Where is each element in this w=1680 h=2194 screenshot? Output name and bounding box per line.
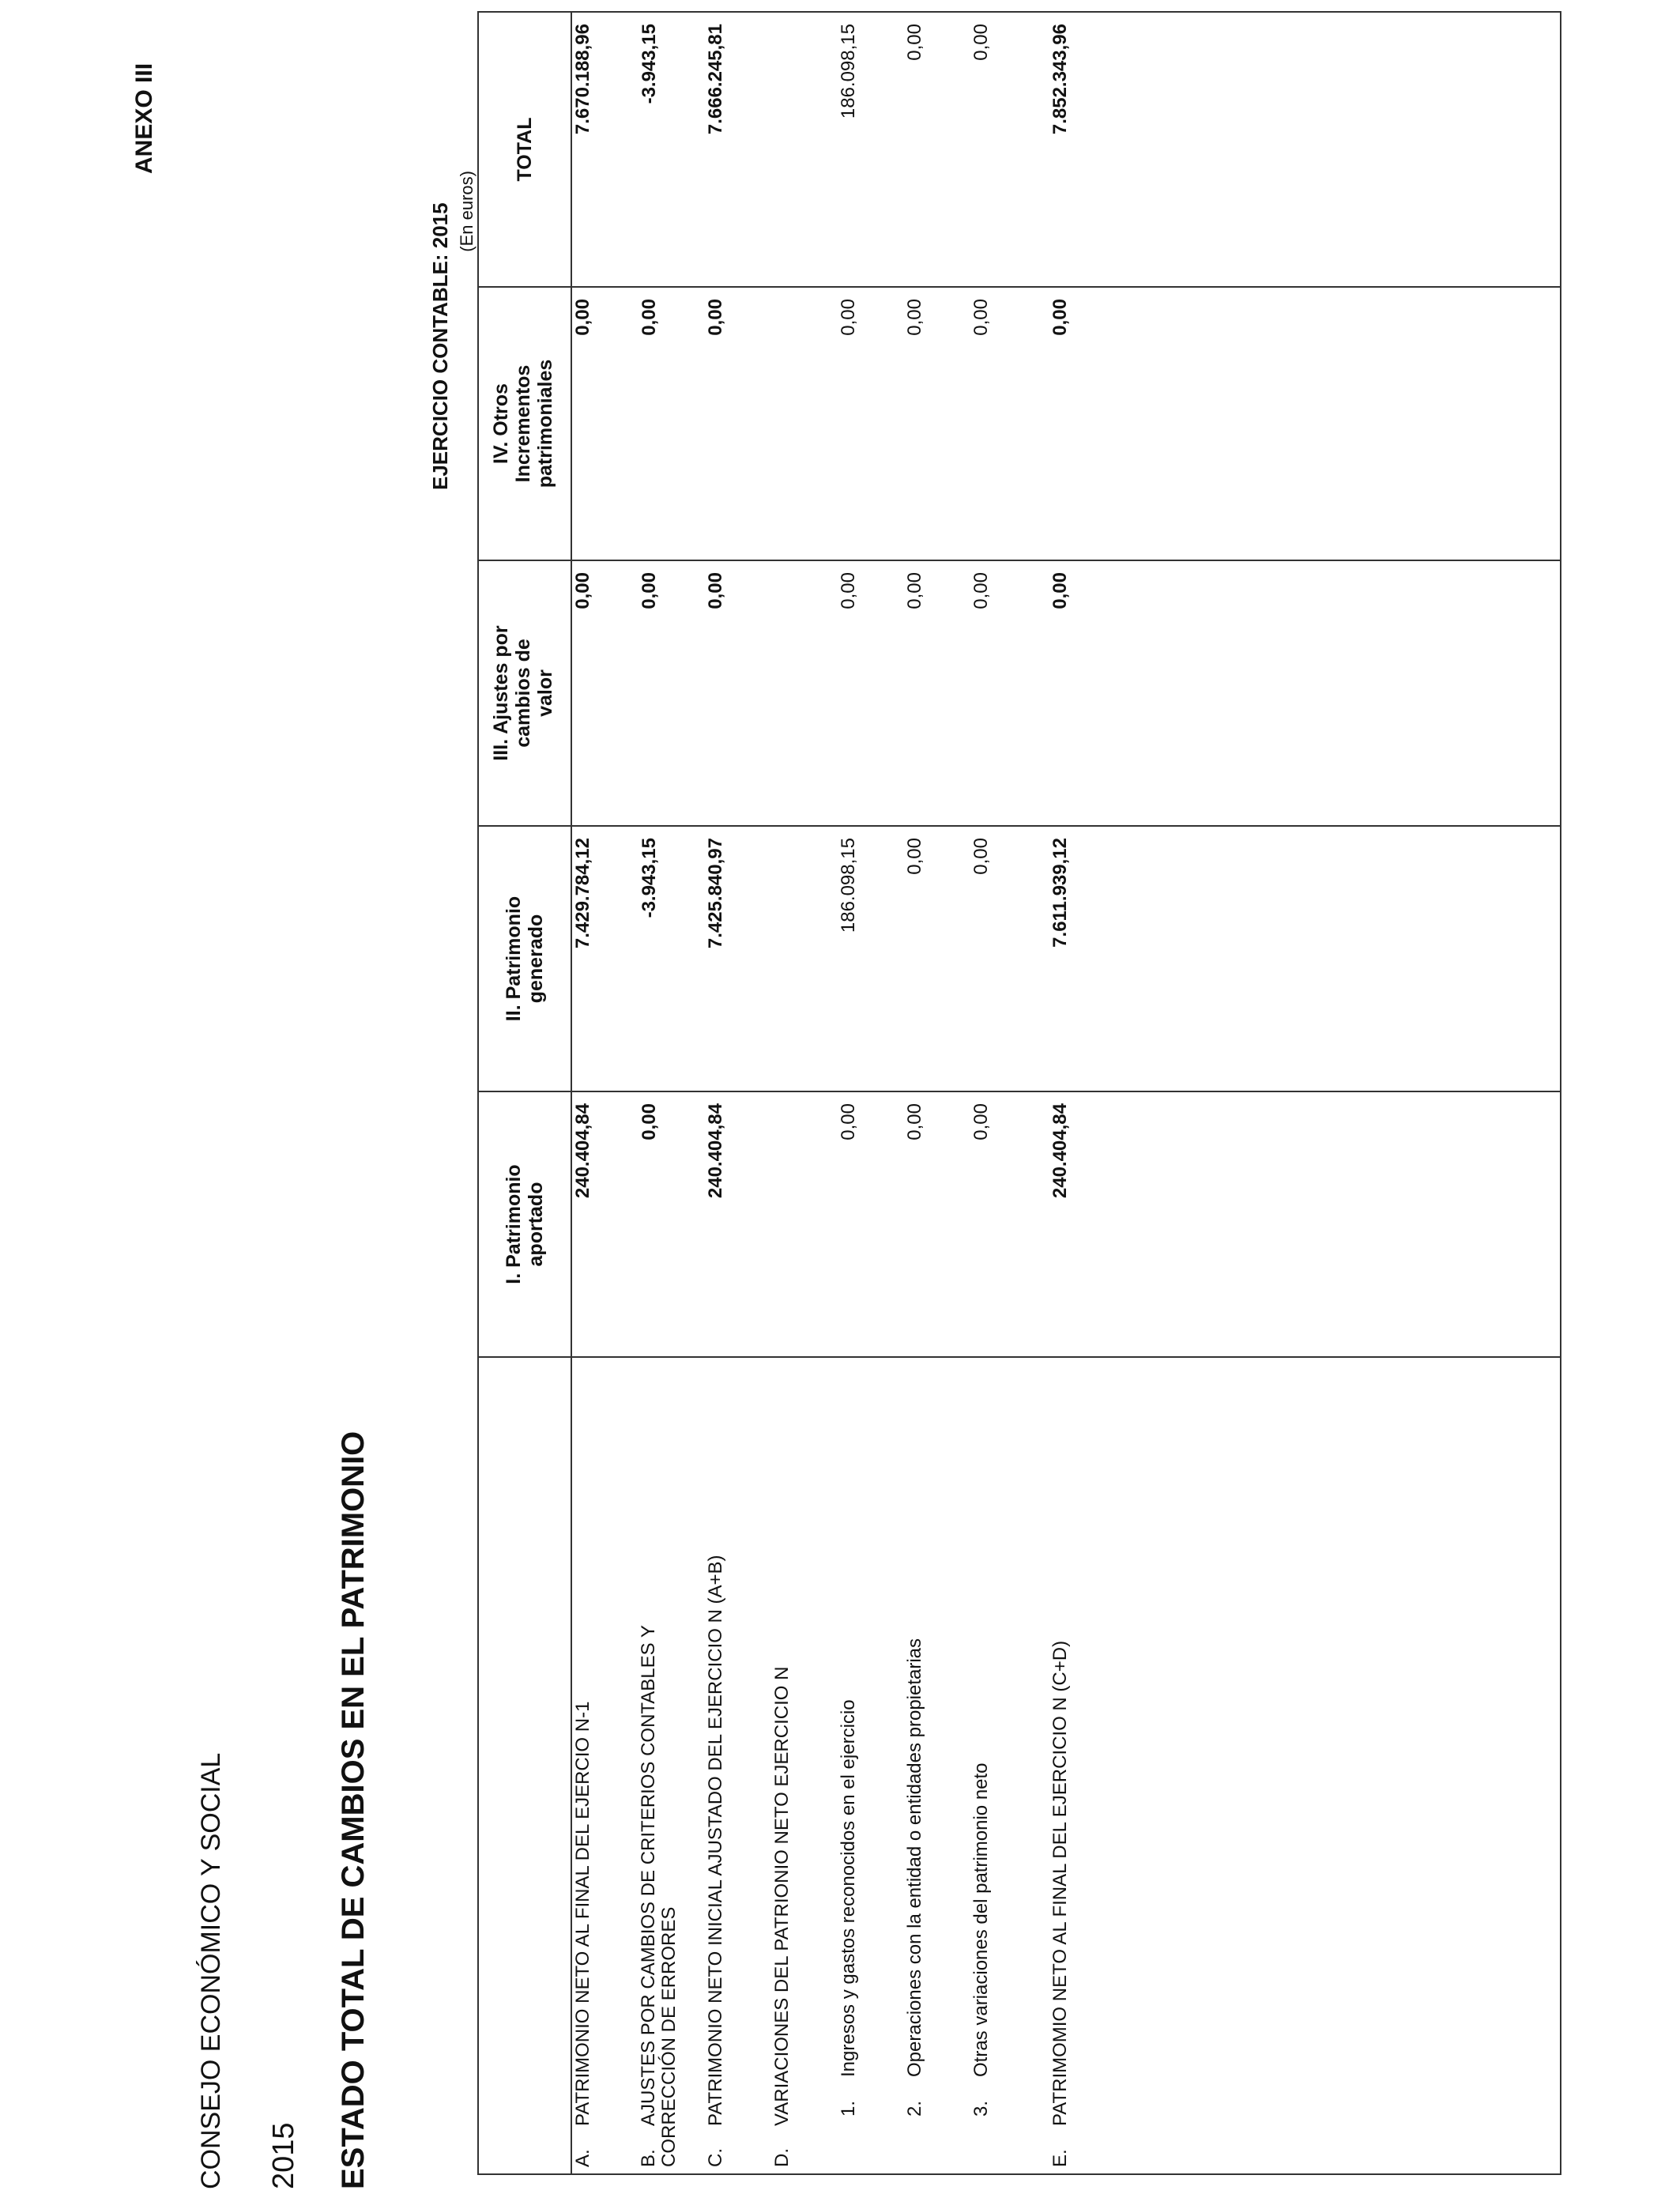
col-header-otros-incrementos: IV. Otros Incrementos patrimoniales xyxy=(478,287,571,560)
col-header-patrimonio-aportado: I. Patrimonio aportado xyxy=(478,1091,571,1357)
col-header-total: TOTAL xyxy=(478,12,571,287)
header-label-cell xyxy=(478,1357,571,2174)
report-year: 2015 xyxy=(267,2122,300,2189)
col-header-patrimonio-generado: II. Patrimonio generado xyxy=(478,826,571,1091)
table-row: 3.Otras variaciones del patrimonio neto 0,00 0,00 0,00 0,00 0,00 xyxy=(970,12,1037,2174)
equity-changes-table xyxy=(477,11,1561,2175)
table-row: A.PATRIMONIO NETO AL FINAL DEL EJERCIO N-1 240.404,84 7.429.784,12 0,00 0,00 7.670.188,96 xyxy=(571,12,638,2174)
organization-name: CONSEJO ECONÓMICO Y SOCIAL xyxy=(196,1752,226,2189)
exercise-label: EJERCICIO CONTABLE: 2015 xyxy=(428,202,452,490)
table-row: D.VARIACIONES DEL PATRIONIO NETO EJERCICIO N xyxy=(771,12,838,2174)
table-row: E.PATRIMOMIO NETO AL FINAL DEL EJERCICIO N (C+D) 240.404,84 7.611.939,12 0,00 0,00 7.852.343,96 xyxy=(1037,12,1561,2174)
table-row: 2.Operaciones con la entidad o entidades propietarias 0,00 0,00 0,00 0,00 0,00 xyxy=(904,12,970,2174)
table-header-row xyxy=(478,12,571,2174)
annex-label: ANEXO III xyxy=(131,62,157,174)
page-title: ESTADO TOTAL DE CAMBIOS EN EL PATRIMONIO xyxy=(336,1431,371,2189)
col-header-ajustes: III. Ajustes por cambios de valor xyxy=(478,560,571,826)
table-row: C.PATRIMONIO NETO INICIAL AJUSTADO DEL EJERCICIO N (A+B) 240.404,84 7.425.840,97 0,00 0,00 7.666.245,81 xyxy=(705,12,771,2174)
table-row: B.AJUSTES POR CAMBIOS DE CRITERIOS CONTABLES Y CORRECCIÓN DE ERRORES 0,00 -3.943,15 0,00 0,00 -3.943,15 xyxy=(638,12,705,2174)
currency-label: (En euros) xyxy=(457,171,477,252)
table-row: 1.Ingresos y gastos reconocidos en el ejercicio 0,00 186.098,15 0,00 0,00 186.098,15 xyxy=(838,12,904,2174)
